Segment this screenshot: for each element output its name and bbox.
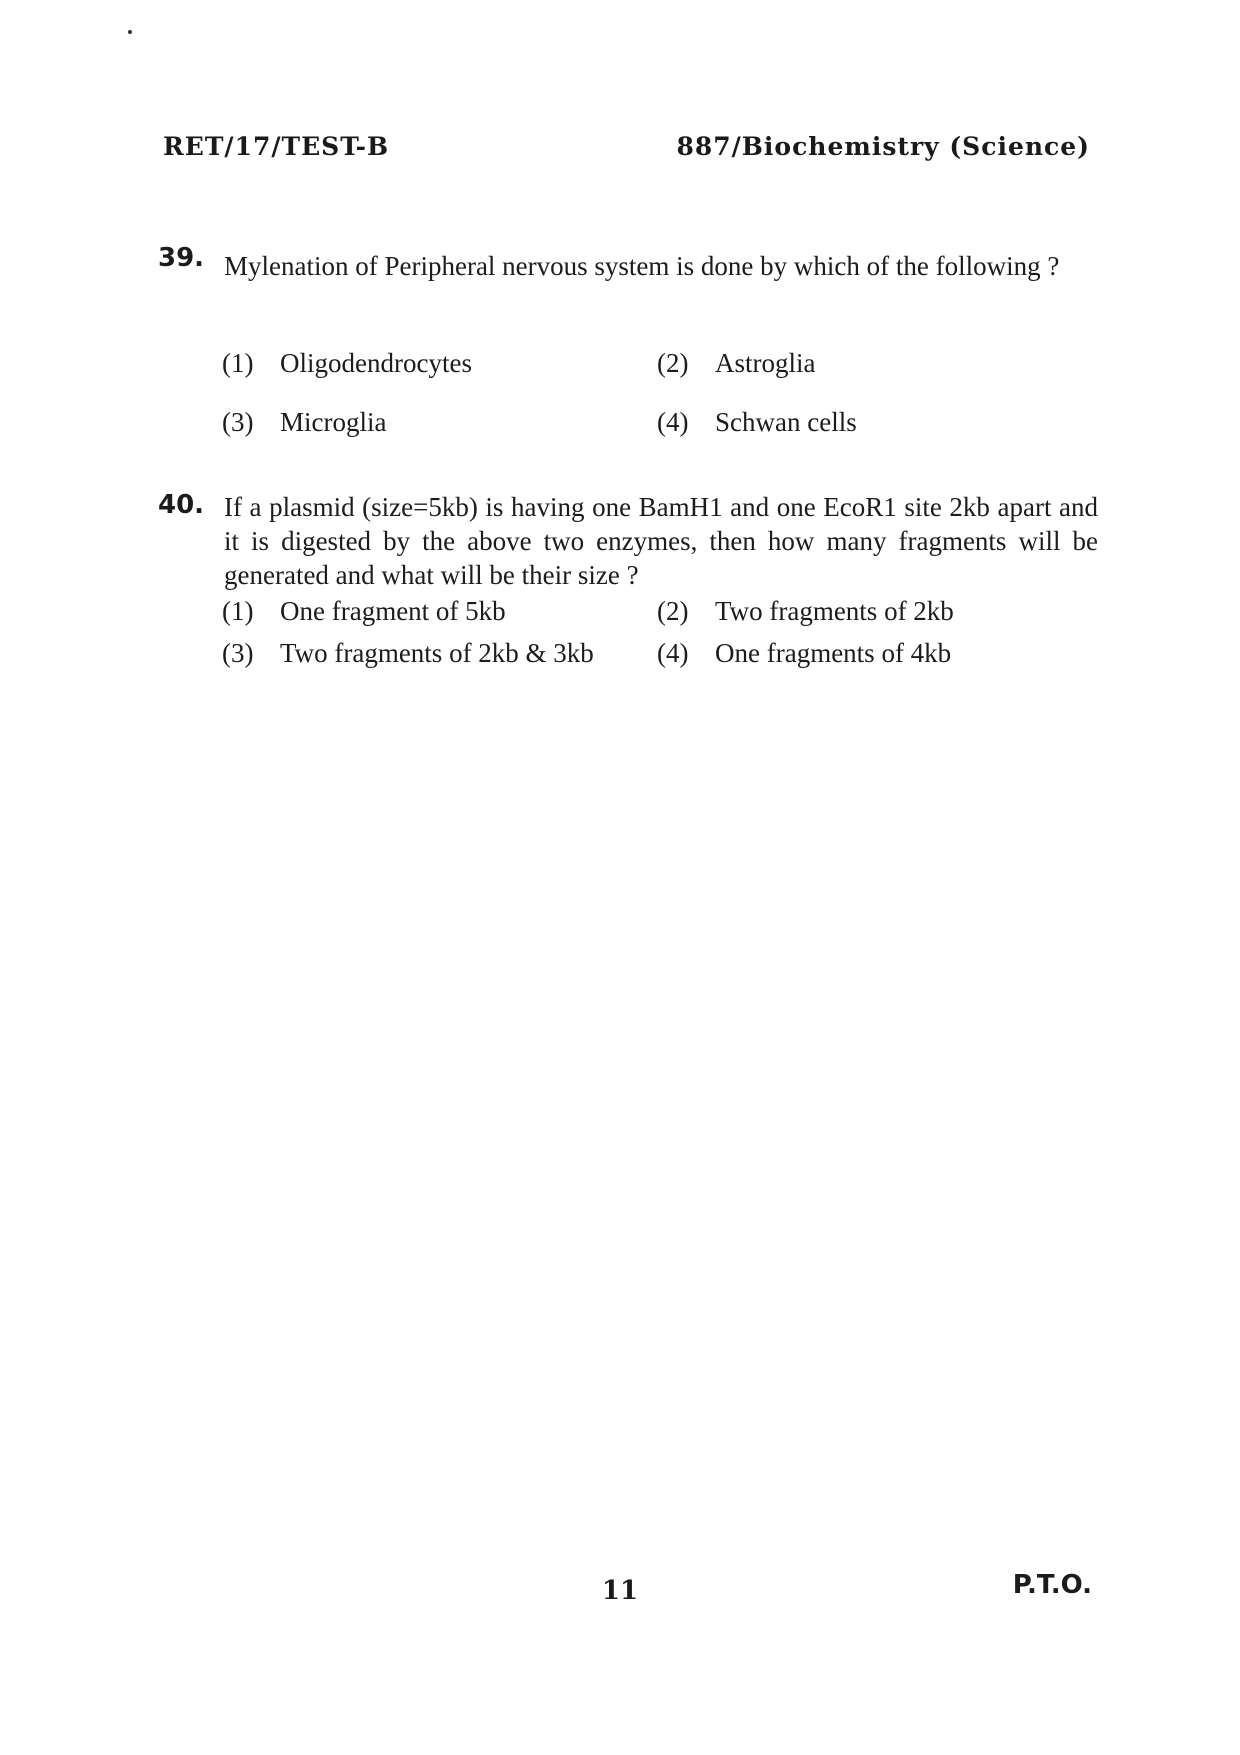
option-text: Two fragments of 2kb [715,596,954,626]
option-number: (4) [657,407,689,437]
option-number: (1) [222,596,254,626]
option-40-4 [657,638,951,669]
scan-speck [128,30,132,34]
option-text: One fragments of 4kb [715,638,952,668]
question-40 [158,490,1098,592]
question-39 [158,243,1098,290]
option-39-1 [222,348,472,379]
option-40-2 [657,596,954,627]
option-40-1 [222,596,506,627]
option-text: Astroglia [715,348,816,378]
option-number: (2) [657,596,689,626]
question-number: 39. [158,243,205,273]
subject-code: 887/Biochemistry (Science) [676,132,1090,161]
option-number: (2) [657,348,689,378]
option-39-2 [657,348,816,379]
question-text: If a plasmid (size=5kb) is having one BamH1 and one EcoR1 site 2kb apart and it is digested by the above two enzymes, then how many fragments will be generated and what will be their size ? [224,492,1098,590]
question-number: 40. [158,490,205,520]
option-text: Oligodendrocytes [280,348,472,378]
option-text: Microglia [280,407,387,437]
option-39-3 [222,407,386,438]
option-number: (4) [657,638,689,668]
option-number: (3) [222,407,254,437]
option-number: (1) [222,348,254,378]
page-number: 11 [601,1576,639,1606]
option-text: Two fragments of 2kb & 3kb [280,638,594,668]
pto-label: P.T.O. [1012,1570,1092,1600]
question-text: Mylenation of Peripheral nervous system is done by which of the following ? [224,251,1060,281]
option-39-4 [657,407,857,438]
option-text: Schwan cells [715,407,857,437]
option-40-3 [222,638,594,669]
exam-code: RET/17/TEST-B [163,132,390,161]
option-number: (3) [222,638,254,668]
option-text: One fragment of 5kb [280,596,506,626]
